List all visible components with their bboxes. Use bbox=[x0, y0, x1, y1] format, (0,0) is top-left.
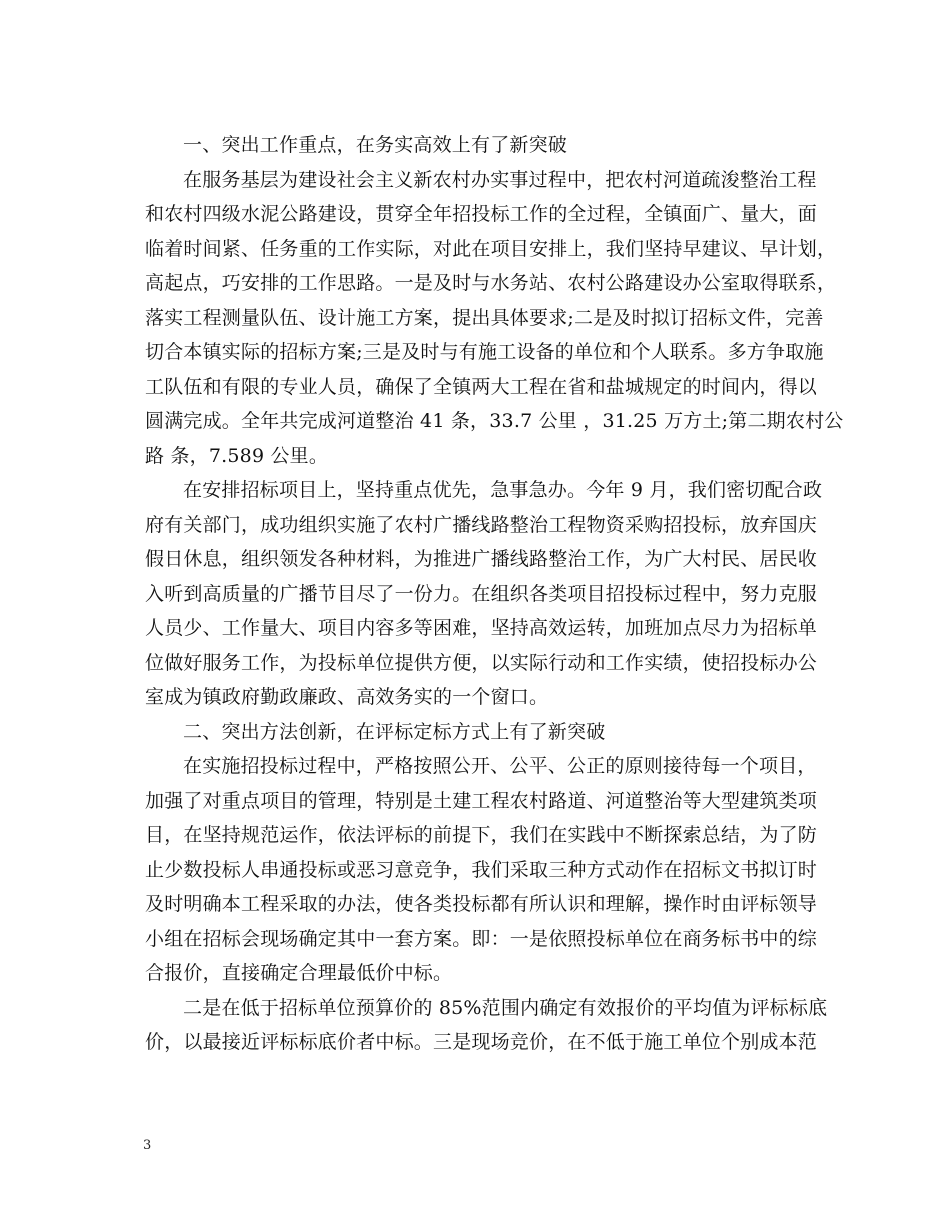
text-line: 加强了对重点项目的管理，特别是土建工程农村路道、河道整治等大型建筑类项 bbox=[145, 789, 818, 812]
text-line: 工队伍和有限的专业人员，确保了全镇两大工程在省和盐城规定的时间内，得以 bbox=[145, 375, 818, 398]
page-number: 3 bbox=[143, 1138, 152, 1153]
text-line: 及时明确本工程采取的办法，使各类投标都有所认识和理解，操作时由评标领导 bbox=[145, 893, 818, 915]
text-line: 高起点，巧安排的工作思路。一是及时与水务站、农村公路建设办公室取得联系， bbox=[145, 272, 837, 294]
text-line: 二是在低于招标单位预算价的 85%范围内确定有效报价的平均值为评标标底 bbox=[183, 996, 828, 1019]
body-paragraph bbox=[145, 163, 844, 474]
text-line: 和农村四级水泥公路建设，贯穿全年招投标工作的全过程，全镇面广、量大，面 bbox=[145, 203, 818, 225]
section-heading bbox=[145, 128, 805, 163]
text-line: 目，在坚持规范运作，依法评标的前提下，我们在实践中不断探索总结，为了防 bbox=[145, 824, 818, 846]
text-line: 室成为镇政府勤政廉政、高效务实的一个窗口。 bbox=[145, 686, 549, 708]
text-line: 入听到高质量的广播节目尽了一份力。在组织各类项目招投标过程中，努力克服 bbox=[145, 582, 818, 605]
text-line: 在服务基层为建设社会主义新农村办实事过程中，把农村河道疏浚整治工程 bbox=[183, 168, 817, 191]
text-line: 止少数投标人串通投标或恶习意竞争，我们采取三种方式动作在招标文书拟订时 bbox=[145, 858, 818, 881]
text-line: 府有关部门，成功组织实施了农村广播线路整治工程物资采购招投标，放弃国庆 bbox=[145, 513, 818, 536]
text-line: 价，以最接近评标标底价者中标。三是现场竞价，在不低于施工单位个别成本范 bbox=[145, 1031, 818, 1053]
text-line: 切合本镇实际的招标方案;三是及时与有施工设备的单位和个人联系。多方争取施 bbox=[145, 341, 824, 363]
text-line: 在实施招投标过程中，严格按照公开、公平、公正的原则接待每一个项目， bbox=[183, 755, 817, 777]
text-line: 一、突出工作重点，在务实高效上有了新突破 bbox=[183, 134, 568, 156]
text-line: 小组在招标会现场确定其中一套方案。即：一是依照投标单位在商务标书中的综 bbox=[145, 927, 818, 950]
text-line: 圆满完成。全年共完成河道整治 41 条，33.7 公里 ，31.25 万方土;第二期农村公 bbox=[145, 410, 844, 432]
text-line: 落实工程测量队伍、设计施工方案，提出具体要求;二是及时拟订招标文件，完善 bbox=[145, 306, 824, 329]
body-paragraph bbox=[145, 749, 818, 991]
body-paragraph bbox=[145, 991, 828, 1060]
text-line: 合报价，直接确定合理最低价中标。 bbox=[145, 962, 453, 984]
document-body bbox=[145, 128, 844, 1060]
text-line: 在安排招标项目上，坚持重点优先，急事急办。今年 9 月，我们密切配合政 bbox=[183, 479, 823, 501]
text-line: 临着时间紧、任务重的工作实际，对此在项目安排上，我们坚持早建议、早计划， bbox=[145, 237, 837, 260]
text-line: 人员少、工作量大、项目内容多等困难，坚持高效运转，加班加点尽力为招标单 bbox=[145, 617, 818, 639]
section-heading bbox=[145, 715, 805, 750]
text-line: 假日休息，组织领发各种材料，为推进广播线路整治工作，为广大村民、居民收 bbox=[145, 548, 818, 570]
text-line: 二、突出方法创新，在评标定标方式上有了新突破 bbox=[183, 720, 606, 743]
text-line: 位做好服务工作，为投标单位提供方便，以实际行动和工作实绩，使招投标办公 bbox=[145, 651, 818, 674]
body-paragraph bbox=[145, 473, 823, 715]
text-line: 路 条，7.589 公里。 bbox=[145, 444, 329, 467]
